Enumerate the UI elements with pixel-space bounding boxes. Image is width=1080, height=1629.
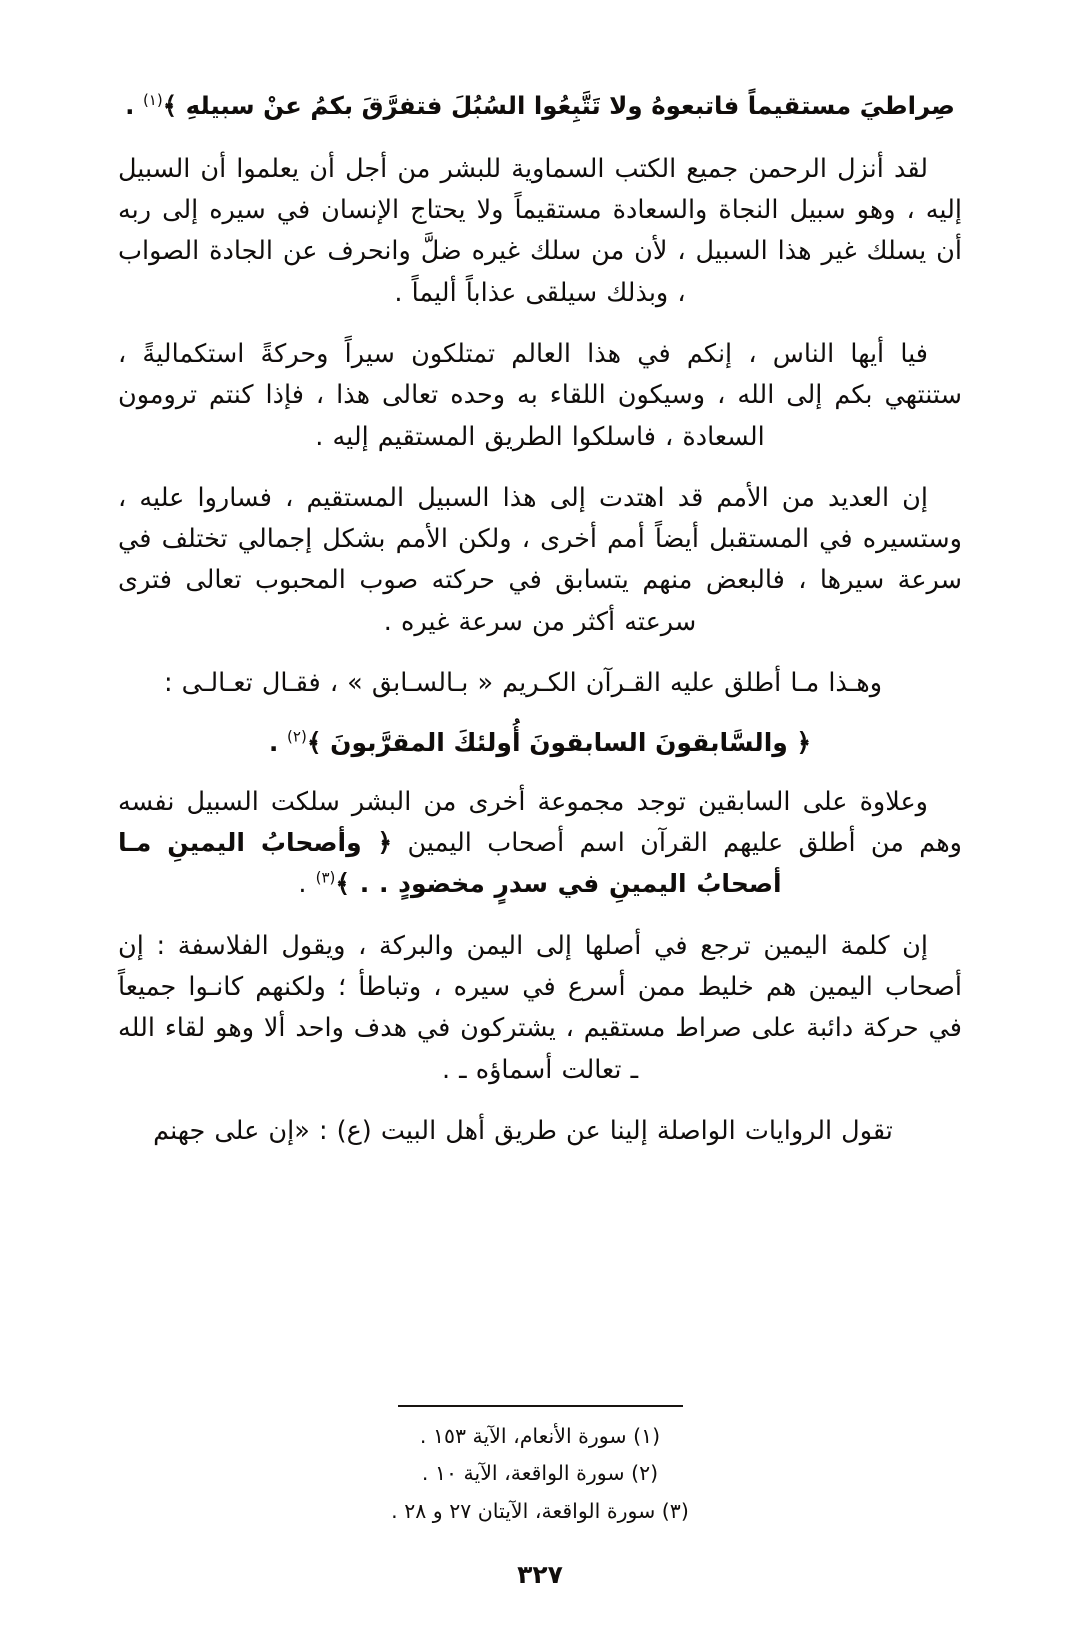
footnote-separator-rule bbox=[398, 1405, 683, 1407]
paragraph-7: تقول الروايات الواصلة إلينا عن طريق أهل البيت (ع) : «إن على جهنم bbox=[153, 1115, 893, 1146]
paragraph-5 bbox=[118, 782, 962, 906]
quran-verse-sabiqun bbox=[118, 724, 962, 762]
quran-verse-ashab-alyamin: ﴿ وأصحابُ اليمينِ مـا أصحابُ اليمينِ في سدرٍ مخضودٍ . . ﴾ bbox=[118, 828, 782, 899]
footnotes-section bbox=[118, 1405, 962, 1534]
footnote-marker-1: (١) bbox=[142, 90, 163, 109]
quran-verse-sabiqun-trailing: . bbox=[268, 728, 288, 758]
footnote-item: (٣) سورة الواقعة، الآيتان ٢٧ و ٢٨ . bbox=[391, 1499, 689, 1524]
page-body bbox=[118, 88, 962, 1399]
footnote-item: (١) سورة الأنعام، الآية ١٥٣ . bbox=[419, 1423, 661, 1448]
footnote-marker-3: (٣) bbox=[315, 868, 336, 887]
paragraph-1: لقد أنزل الرحمن جميع الكتب السماوية للبشر من أجل أن يعلموا أن السبيل إليه ، وهو سبيل النجاة والسعادة مستقيماً ولا يحتاج الإنسان في سيره إلى ربه أن يسلك غير هذا السبيل ، لأن من سلك غيره ضلَّ وانحرف عن الجادة الصواب ، وبذلك سيلقى عذاباً أليماً . bbox=[118, 153, 962, 308]
footnote-marker-2: (٢) bbox=[287, 727, 307, 746]
footnote-item: (٢) سورة الواقعة، الآية ١٠ . bbox=[421, 1461, 659, 1486]
paragraph-3: إن العديد من الأمم قد اهتدت إلى هذا السبيل المستقيم ، فساروا عليه ، وستسيره في المستقبل أيضاً أمم أخرى ، ولكن الأمم بشكل إجمالي تختلف في سرعة سيرها ، فالبعض منهم يتسابق في حركته صوب المحبوب تعالى فترى سرعته أكثر من سرعة غيره . bbox=[118, 482, 962, 637]
quran-verse-sabiqun-text: ﴿ والسَّابقونَ السابقونَ أُولئكَ المقرَّبونَ ﴾ bbox=[306, 728, 812, 758]
quran-verse-top-text: صِراطيَ مستقيماً فاتبعوهُ ولا تَتَّبِعُوا السُبُلَ فتفرَّقَ بكمُ عنْ سبيلهِ ﴾ bbox=[162, 91, 955, 120]
paragraph-5-text: وعلاوة على السابقين توجد مجموعة أخرى من البشر سلكت السبيل نفسه وهم من أطلق عليهم القرآن اسم أصحاب اليمين bbox=[118, 786, 962, 859]
paragraph-6: إن كلمة اليمين ترجع في أصلها إلى اليمن والبركة ، ويقول الفلاسفة : إن أصحاب اليمين هم خليط ممن أسرع في سيره ، وتباطأ ؛ ولكنهم كانـوا جميعاً في حركة دائبة على صراط مستقيم ، يشتركون في هدف واحد ألا وهو لقاء الله ـ تعالت أسماؤه ـ . bbox=[118, 930, 962, 1085]
quran-verse-top bbox=[118, 88, 962, 125]
paragraph-4: وهـذا مـا أطلق عليه القـرآن الكـريم « بـالسـابق » ، فقـال تعـالـى : bbox=[163, 668, 883, 699]
paragraph-5-trailing: . bbox=[298, 869, 316, 900]
paragraph-2: فيا أيها الناس ، إنكم في هذا العالم تمتلكون سيراً وحركةً استكماليةً ، ستنتهي بكم إلى الله ، وسيكون اللقاء به وحده تعالى هذا ، فإذا كنتم ترومون السعادة ، فاسلكوا الطريق المستقيم إليه . bbox=[118, 338, 962, 452]
page-number: ٣٢٧ bbox=[517, 1560, 563, 1589]
quran-verse-top-trailing: . bbox=[125, 91, 143, 120]
